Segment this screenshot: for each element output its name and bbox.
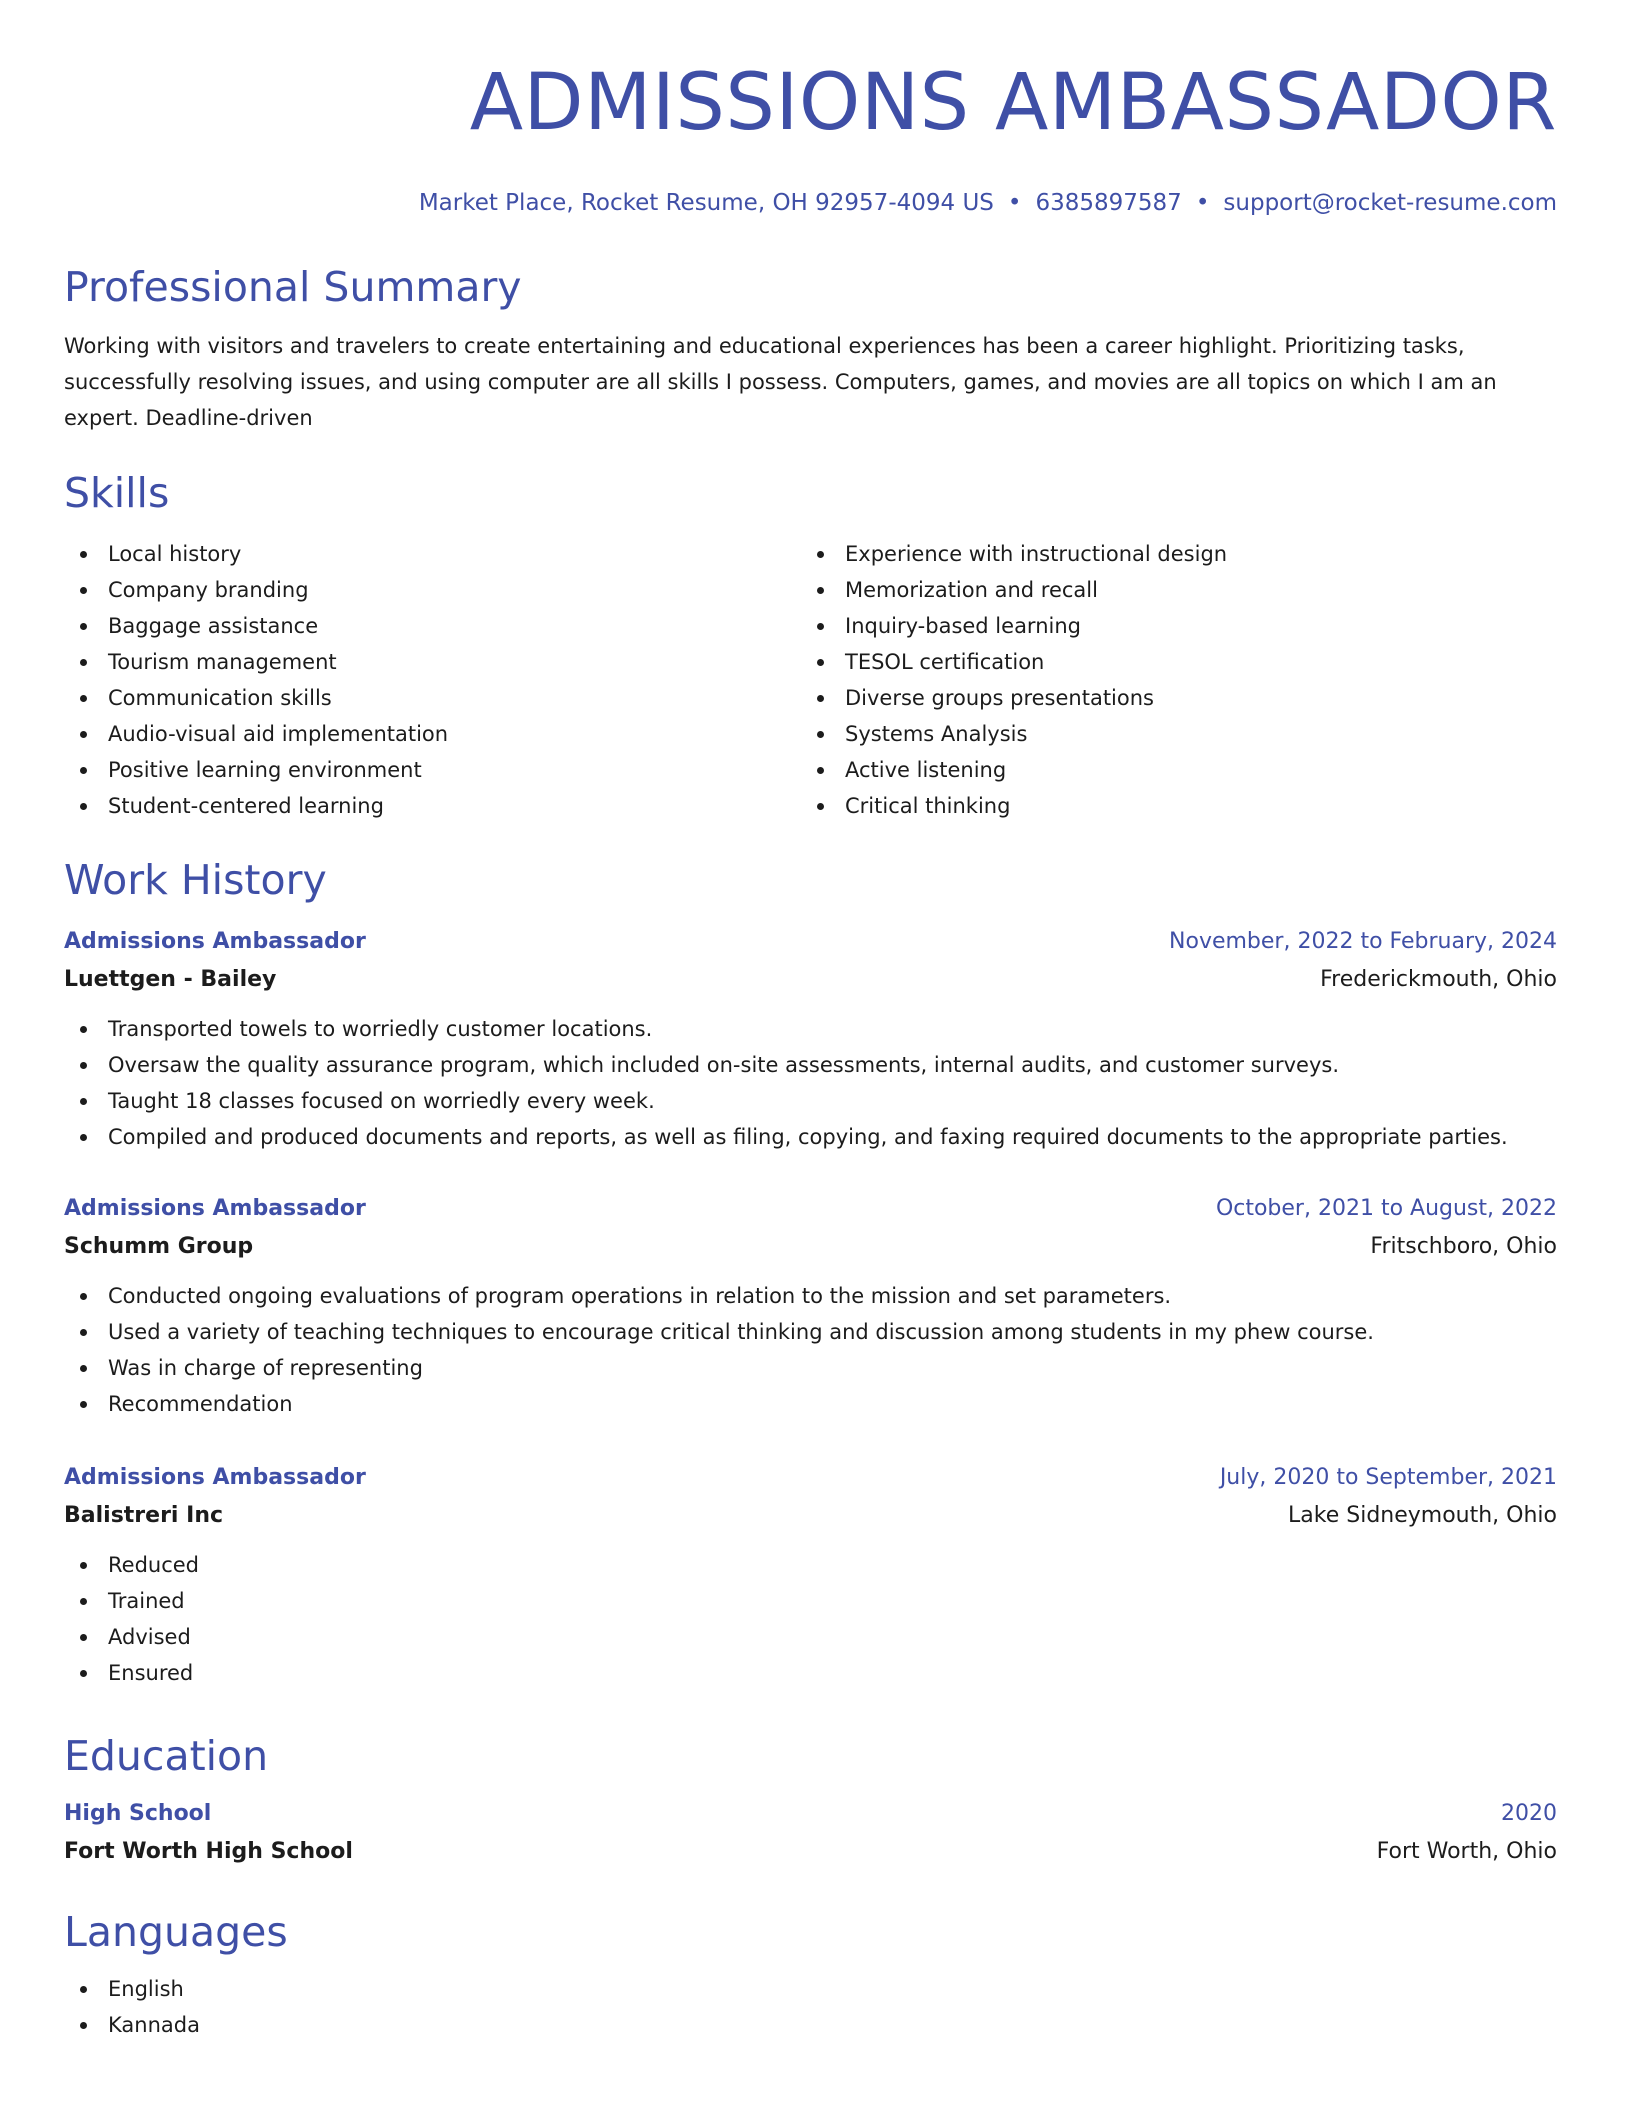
job-bullets bbox=[64, 1547, 1557, 1691]
job-bullet: Taught 18 classes focused on worriedly every week. bbox=[64, 1083, 1557, 1119]
languages-list bbox=[64, 1971, 1557, 2043]
contact-separator: • bbox=[1195, 190, 1210, 216]
skills-column-right bbox=[801, 536, 1538, 824]
job-bullets bbox=[64, 1278, 1557, 1422]
education-school: Fort Worth High School bbox=[64, 1839, 353, 1864]
skill-item: Systems Analysis bbox=[801, 716, 1538, 752]
job-location: Lake Sidneymouth, Ohio bbox=[1288, 1503, 1557, 1528]
education-location: Fort Worth, Ohio bbox=[1376, 1839, 1557, 1864]
skill-item: Audio-visual aid implementation bbox=[64, 716, 801, 752]
skill-item: Tourism management bbox=[64, 644, 801, 680]
job-location: Fritschboro, Ohio bbox=[1370, 1234, 1557, 1259]
job-entry bbox=[64, 1190, 1557, 1422]
contact-email[interactable]: support@rocket-resume.com bbox=[1223, 190, 1557, 216]
job-title: Admissions Ambassador bbox=[64, 1196, 366, 1221]
work-history-section bbox=[64, 855, 1557, 1685]
section-heading-languages: Languages bbox=[64, 1908, 288, 1956]
job-title: Admissions Ambassador bbox=[64, 1465, 366, 1490]
contact-separator: • bbox=[1007, 190, 1022, 216]
education-degree: High School bbox=[64, 1801, 212, 1826]
skill-item: Baggage assistance bbox=[64, 608, 801, 644]
job-company-row bbox=[64, 1228, 1557, 1266]
skill-item: Communication skills bbox=[64, 680, 801, 716]
job-bullet: Was in charge of representing bbox=[64, 1350, 1557, 1386]
job-company: Schumm Group bbox=[64, 1234, 254, 1259]
job-bullet: Compiled and produced documents and reports, as well as filing, copying, and faxing required documents to the appropriate parties. bbox=[64, 1119, 1557, 1155]
skill-item: Active listening bbox=[801, 752, 1538, 788]
section-heading-summary: Professional Summary bbox=[64, 263, 522, 311]
skills-columns bbox=[64, 536, 1557, 824]
job-title-row bbox=[64, 1459, 1557, 1497]
education-year: 2020 bbox=[1501, 1801, 1557, 1826]
job-dates: July, 2020 to September, 2021 bbox=[1219, 1465, 1557, 1490]
skill-item: Local history bbox=[64, 536, 801, 572]
job-dates: October, 2021 to August, 2022 bbox=[1215, 1196, 1557, 1221]
skill-item: Experience with instructional design bbox=[801, 536, 1538, 572]
job-bullet: Transported towels to worriedly customer locations. bbox=[64, 1011, 1557, 1047]
job-title-row bbox=[64, 923, 1557, 961]
skills-list-left bbox=[64, 536, 801, 824]
language-item: Kannada bbox=[64, 2007, 1557, 2043]
section-heading-skills: Skills bbox=[64, 469, 170, 517]
skill-item: TESOL certification bbox=[801, 644, 1538, 680]
summary-section bbox=[64, 262, 1557, 436]
skill-item: Memorization and recall bbox=[801, 572, 1538, 608]
education-school-row bbox=[64, 1833, 1557, 1871]
languages-section bbox=[64, 1907, 1557, 2043]
skill-item: Inquiry-based learning bbox=[801, 608, 1538, 644]
contact-phone: 6385897587 bbox=[1035, 190, 1182, 216]
education-section bbox=[64, 1731, 1557, 1871]
job-title-row bbox=[64, 1190, 1557, 1228]
job-company: Balistreri Inc bbox=[64, 1503, 224, 1528]
job-location: Frederickmouth, Ohio bbox=[1320, 967, 1557, 992]
skill-item: Student-centered learning bbox=[64, 788, 801, 824]
skills-list-right bbox=[801, 536, 1538, 824]
job-bullet: Oversaw the quality assurance program, which included on-site assessments, internal audits, and customer surveys. bbox=[64, 1047, 1557, 1083]
resume-title: ADMISSIONS AMBASSADOR bbox=[469, 58, 1557, 148]
education-degree-row bbox=[64, 1795, 1557, 1833]
job-title: Admissions Ambassador bbox=[64, 929, 366, 954]
job-company-row bbox=[64, 961, 1557, 999]
summary-text: Working with visitors and travelers to create entertaining and educational experiences has been a career highlight. Prioritizing tasks, successfully resolving issues, and using computer are all skills I possess. Computers, games, and movies are all topics on which I am an expert. Deadline-driven bbox=[64, 334, 1497, 430]
contact-line bbox=[64, 188, 1557, 218]
skill-item: Diverse groups presentations bbox=[801, 680, 1538, 716]
job-bullet: Advised bbox=[64, 1619, 1557, 1655]
job-bullet: Conducted ongoing evaluations of program operations in relation to the mission and set parameters. bbox=[64, 1278, 1557, 1314]
resume-page bbox=[64, 0, 1557, 2037]
section-heading-work-history: Work History bbox=[64, 856, 327, 904]
job-bullets bbox=[64, 1011, 1557, 1155]
job-entry bbox=[64, 923, 1557, 1155]
skills-column-left bbox=[64, 536, 801, 824]
skills-section bbox=[64, 468, 1557, 824]
job-bullet: Ensured bbox=[64, 1655, 1557, 1691]
job-bullet: Recommendation bbox=[64, 1386, 1557, 1422]
skill-item: Critical thinking bbox=[801, 788, 1538, 824]
job-bullet: Used a variety of teaching techniques to encourage critical thinking and discussion among students in my phew course. bbox=[64, 1314, 1557, 1350]
job-company: Luettgen - Bailey bbox=[64, 967, 277, 992]
job-bullet: Trained bbox=[64, 1583, 1557, 1619]
section-heading-education: Education bbox=[64, 1732, 269, 1780]
contact-address: Market Place, Rocket Resume, OH 92957-4094 US bbox=[418, 190, 994, 216]
job-entry bbox=[64, 1459, 1557, 1691]
skill-item: Positive learning environment bbox=[64, 752, 801, 788]
job-bullet: Reduced bbox=[64, 1547, 1557, 1583]
resume-header bbox=[64, 0, 1557, 218]
language-item: English bbox=[64, 1971, 1557, 2007]
job-dates: November, 2022 to February, 2024 bbox=[1169, 929, 1557, 954]
job-company-row bbox=[64, 1497, 1557, 1535]
skill-item: Company branding bbox=[64, 572, 801, 608]
